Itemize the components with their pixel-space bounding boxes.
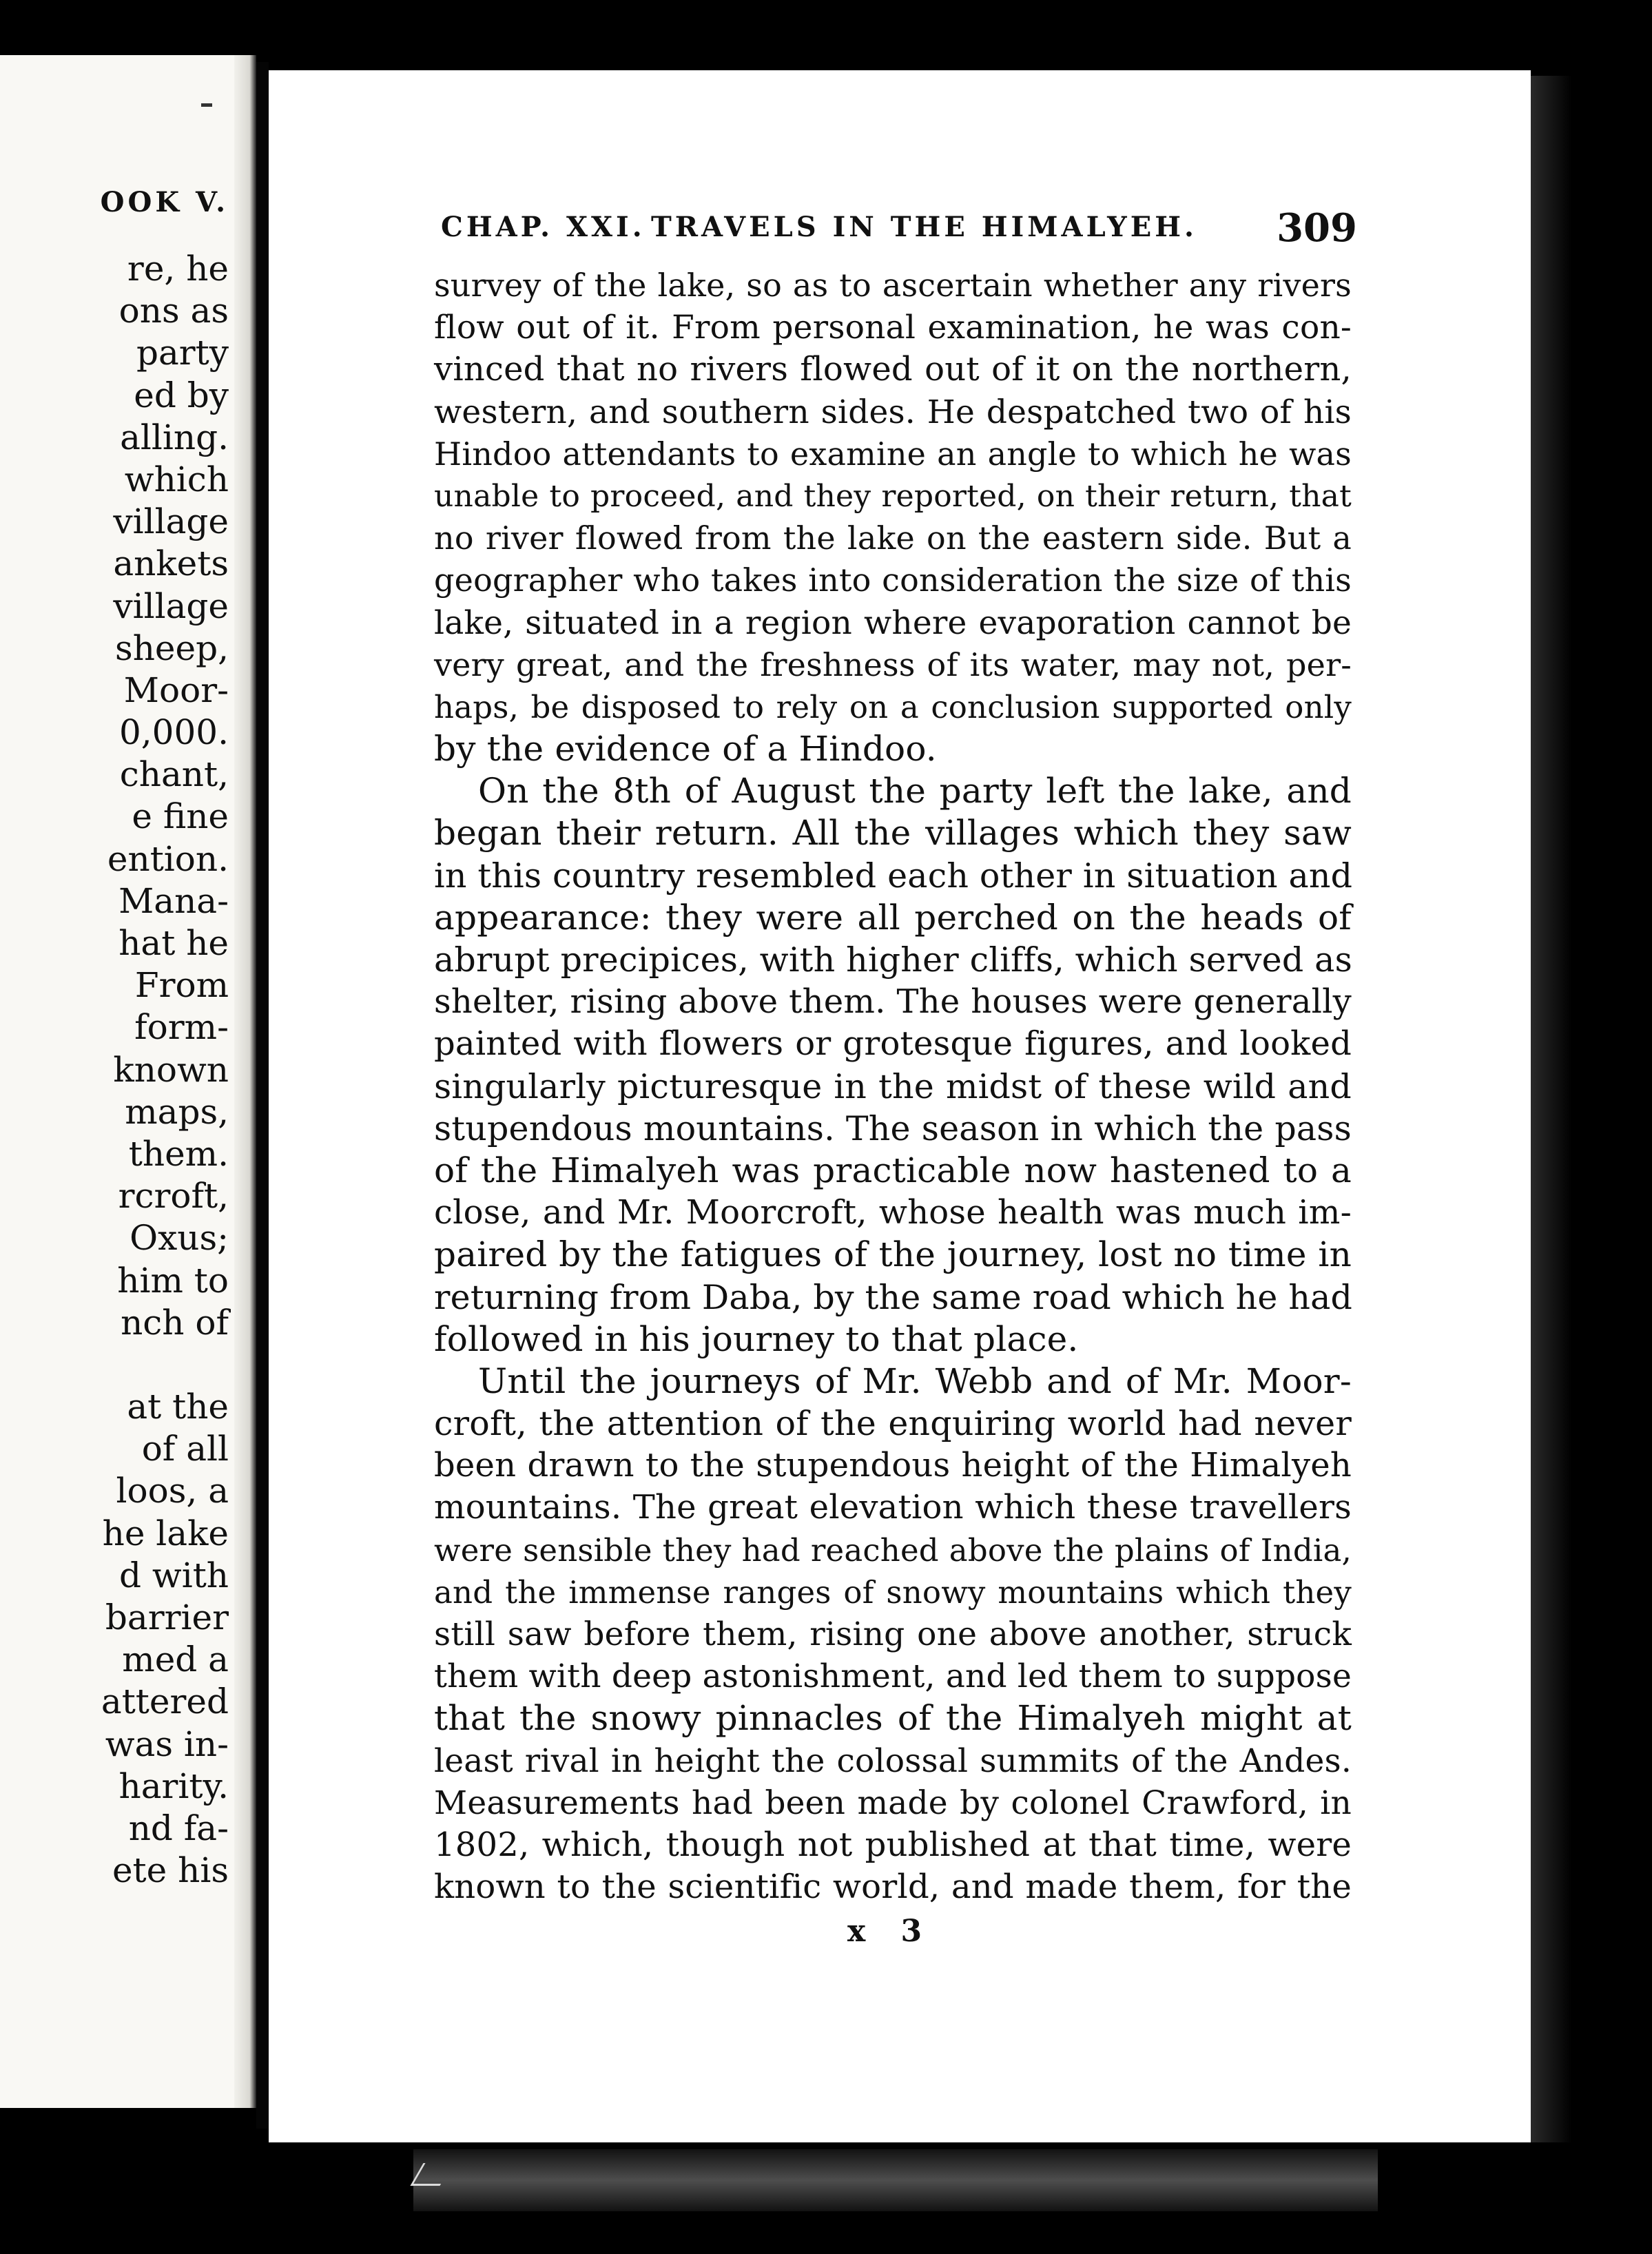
- text-line: paired by the fatigues of the journey, lost no time in: [434, 1234, 1352, 1275]
- text-line: singularly picturesque in the midst of these wild and: [434, 1066, 1352, 1106]
- left-text-line: harity.: [118, 1766, 229, 1806]
- left-text-line: form-: [134, 1007, 229, 1048]
- left-text-line: ed by: [134, 375, 229, 415]
- text-line: very great, and the freshness of its water, may not, per-: [434, 645, 1352, 683]
- text-line: followed in his journey to that place.: [434, 1319, 1079, 1359]
- left-text-line: which: [124, 459, 229, 499]
- left-text-line: at the: [127, 1387, 229, 1427]
- text-line: On the 8th of August the party left the lake, and: [478, 771, 1352, 811]
- text-line: known to the scientific world, and made them, for the: [434, 1868, 1352, 1907]
- text-line: began their return. All the villages which they saw: [434, 813, 1352, 854]
- text-line: that the snowy pinnacles of the Himalyeh might at: [434, 1698, 1352, 1739]
- text-line: lake, situated in a region where evaporation cannot be: [434, 603, 1352, 642]
- left-text-line: nch of: [121, 1302, 229, 1343]
- body-text: [434, 265, 1352, 1908]
- text-line: appearance: they were all perched on the heads of: [434, 897, 1352, 938]
- text-line: close, and Mr. Moorcroft, whose health was much im-: [434, 1193, 1352, 1232]
- text-line: vinced that no rivers flowed out of it on the northern,: [434, 350, 1352, 389]
- book-spine: [256, 62, 269, 2129]
- text-line: flow out of it. From personal examination, he was con-: [434, 309, 1352, 347]
- text-line: mountains. The great elevation which these travellers: [434, 1488, 1352, 1527]
- left-gutter-shadow: [234, 55, 256, 2108]
- text-line: them with deep astonishment, and led them to suppose: [434, 1657, 1352, 1696]
- text-line: in this country resembled each other in situation and: [434, 856, 1353, 896]
- chapter-label: CHAP. XXI.: [441, 211, 646, 243]
- left-text-line: med a: [122, 1640, 229, 1680]
- left-text-line: known: [113, 1049, 229, 1090]
- left-text-line: 0,000.: [118, 712, 229, 753]
- left-text-line: alling.: [120, 417, 229, 457]
- left-text-line: Oxus;: [130, 1218, 229, 1259]
- left-text-line: ankets: [113, 544, 229, 584]
- text-line: least rival in height the colossal summits of the Andes.: [434, 1741, 1352, 1780]
- text-line: by the evidence of a Hindoo.: [434, 729, 937, 769]
- text-line: geographer who takes into consideration the size of this: [434, 561, 1352, 599]
- left-text-line: d with: [119, 1555, 229, 1595]
- left-text-line: From: [134, 965, 229, 1006]
- left-text-line: chant,: [119, 754, 229, 795]
- text-line: returning from Daba, by the same road which he had: [434, 1277, 1353, 1317]
- left-text-line: maps,: [125, 1091, 229, 1132]
- text-line: were sensible they had reached above the plains of India,: [434, 1531, 1352, 1569]
- left-text-line: attered: [101, 1682, 229, 1722]
- page-mark: [201, 103, 212, 107]
- left-text-line: village: [113, 502, 229, 542]
- left-text-line: loos, a: [116, 1471, 229, 1511]
- scan-bottom-edge: [413, 2149, 1378, 2211]
- text-line: croft, the attention of the enquiring world had never: [434, 1404, 1352, 1444]
- running-header: [441, 205, 1357, 249]
- text-line: Measurements had been made by colonel Crawford, in: [434, 1783, 1352, 1822]
- text-line: still saw before them, rising one above another, struck: [434, 1615, 1352, 1653]
- left-text-line: Mana-: [118, 880, 229, 921]
- left-text-line: barrier: [105, 1598, 229, 1637]
- left-text-line: [1, 1344, 229, 1386]
- left-text-line: Moor-: [123, 670, 229, 710]
- left-text-line: ete his: [112, 1850, 229, 1891]
- left-text-line: ention.: [107, 838, 229, 879]
- left-text-line: him to: [117, 1260, 229, 1301]
- left-page-text: [1, 248, 229, 1892]
- left-text-line: sheep,: [115, 628, 229, 668]
- text-line: haps, be disposed to rely on a conclusion supported only: [434, 688, 1352, 725]
- left-text-line: he lake: [102, 1513, 229, 1553]
- left-text-line: party: [136, 333, 229, 373]
- text-line: unable to proceed, and they reported, on their return, that: [434, 478, 1352, 514]
- left-text-line: them.: [128, 1133, 229, 1174]
- text-line: western, and southern sides. He despatched two of his: [434, 393, 1352, 431]
- text-line: of the Himalyeh was practicable now hastened to a: [434, 1150, 1352, 1190]
- left-running-header: OOK V.: [100, 186, 229, 218]
- text-line: survey of the lake, so as to ascertain whether any rivers: [434, 267, 1352, 304]
- running-title: TRAVELS IN THE HIMALYEH.: [651, 211, 1197, 243]
- left-text-line: rcroft,: [118, 1176, 229, 1217]
- left-text-line: ons as: [118, 291, 229, 331]
- page-number: 309: [1277, 205, 1357, 251]
- left-text-line: was in-: [105, 1724, 229, 1764]
- text-line: and the immense ranges of snowy mountains which they: [434, 1573, 1352, 1611]
- left-text-line: re, he: [127, 249, 229, 289]
- text-line: stupendous mountains. The season in which the pass: [434, 1108, 1352, 1148]
- left-text-line: of all: [141, 1429, 229, 1469]
- text-line: 1802, which, though not published at that time, were: [434, 1825, 1352, 1864]
- text-line: Until the journeys of Mr. Webb and of Mr. Moor-: [478, 1361, 1352, 1401]
- left-text-line: village: [113, 586, 229, 626]
- text-line: Hindoo attendants to examine an angle to which he was: [434, 435, 1352, 473]
- text-line: shelter, rising above them. The houses were generally: [434, 982, 1352, 1022]
- left-text-line: e fine: [132, 796, 229, 837]
- text-line: painted with flowers or grotesque figures, and looked: [434, 1024, 1352, 1064]
- text-line: been drawn to the stupendous height of the Himalyeh: [434, 1446, 1352, 1485]
- text-line: abrupt precipices, with higher cliffs, which served as: [434, 940, 1352, 980]
- left-text-line: hat he: [118, 923, 229, 963]
- text-line: no river flowed from the lake on the eastern side. But a: [434, 519, 1352, 557]
- page-edge-shadow: [1531, 76, 1572, 2142]
- left-text-line: nd fa-: [128, 1808, 229, 1848]
- left-facing-page: [0, 55, 256, 2108]
- signature-mark: x 3: [847, 1914, 935, 1949]
